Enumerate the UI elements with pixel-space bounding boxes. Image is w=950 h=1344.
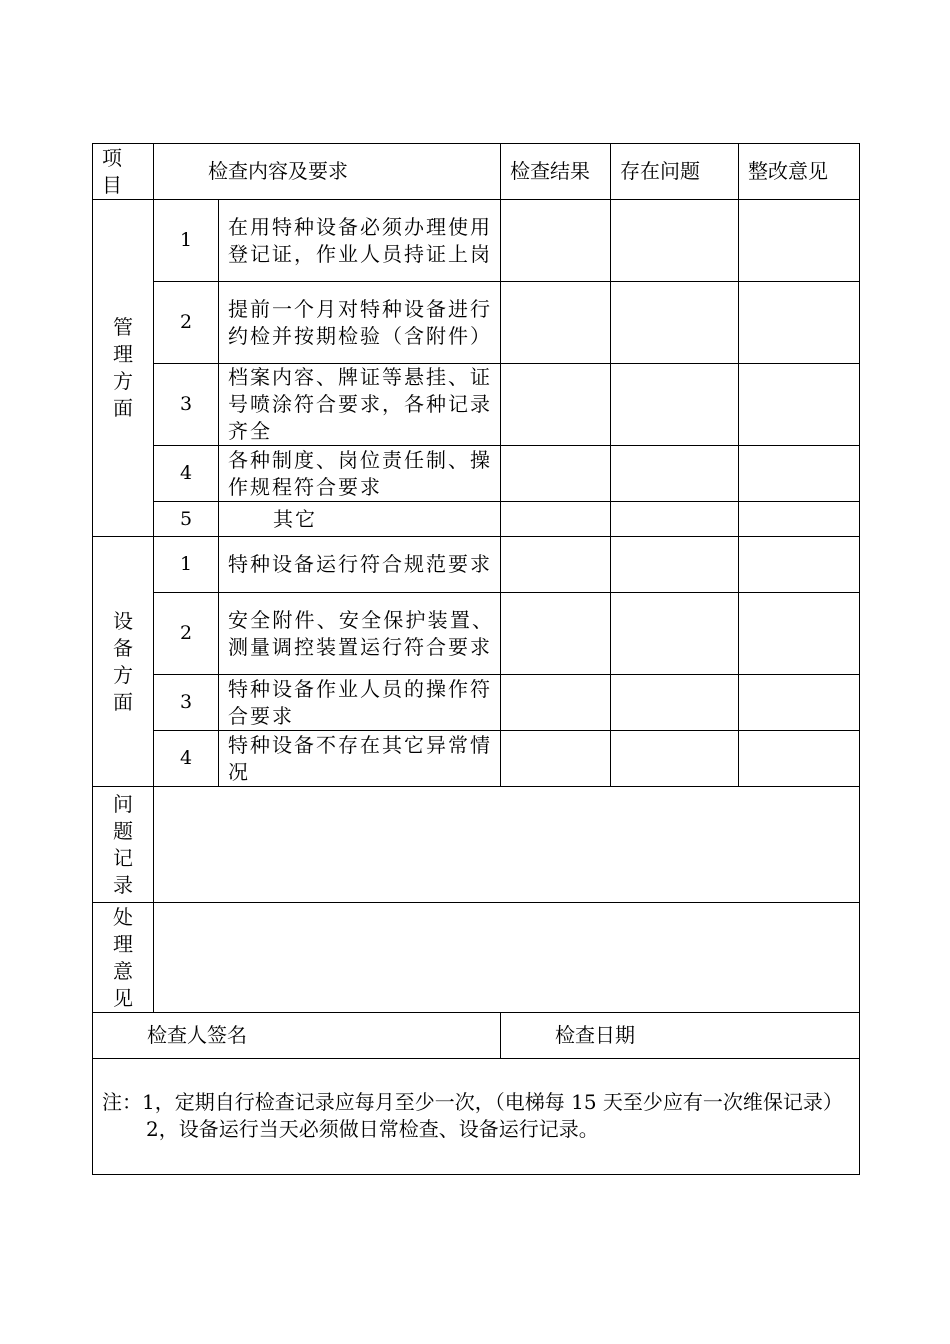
note-row — [93, 1059, 860, 1175]
row-content: 档案内容、牌证等悬挂、证号喷涂符合要求，各种记录齐全 — [219, 364, 501, 446]
row-content: 提前一个月对特种设备进行约检并按期检验（含附件） — [219, 282, 501, 364]
problem-cell[interactable] — [611, 200, 739, 282]
row-number: 5 — [154, 502, 219, 537]
result-cell[interactable] — [501, 675, 611, 731]
inspection-form — [92, 143, 859, 1175]
row-content: 特种设备不存在其它异常情况 — [219, 731, 501, 787]
problem-cell[interactable] — [611, 502, 739, 537]
inspection-table — [92, 143, 860, 1175]
header-content: 检查内容及要求 — [154, 144, 501, 200]
label-char: 题 — [113, 818, 133, 843]
label-char: 处 — [113, 904, 133, 929]
row-number: 2 — [154, 593, 219, 675]
note-text-part: ，设备运行当天必须做日常检查、设备运行记录。 — [158, 1116, 599, 1141]
header-item-line2: 目 — [102, 172, 122, 197]
note-text — [93, 1059, 860, 1175]
problem-cell[interactable] — [611, 731, 739, 787]
header-result: 检查结果 — [501, 144, 611, 200]
table-row — [93, 282, 860, 364]
problem-cell[interactable] — [611, 675, 739, 731]
header-row — [93, 144, 860, 200]
row-number: 1 — [154, 537, 219, 593]
note-number: 2 — [146, 1116, 159, 1141]
note-prefix: 注： — [102, 1089, 142, 1114]
advice-cell[interactable] — [739, 502, 860, 537]
section-label-management — [93, 200, 154, 537]
problem-cell[interactable] — [611, 282, 739, 364]
table-row — [93, 502, 860, 537]
label-char: 录 — [113, 872, 133, 897]
row-content: 各种制度、岗位责任制、操作规程符合要求 — [219, 446, 501, 502]
advice-cell[interactable] — [739, 675, 860, 731]
result-cell[interactable] — [501, 282, 611, 364]
label-char: 见 — [113, 985, 133, 1010]
inspection-date-label[interactable]: 检查日期 — [501, 1013, 860, 1059]
row-content: 特种设备运行符合规范要求 — [219, 537, 501, 593]
problem-cell[interactable] — [611, 364, 739, 446]
result-cell[interactable] — [501, 537, 611, 593]
row-number: 1 — [154, 200, 219, 282]
advice-cell[interactable] — [739, 364, 860, 446]
problem-record-field[interactable] — [154, 787, 860, 903]
row-number: 3 — [154, 675, 219, 731]
label-char: 记 — [113, 845, 133, 870]
label-char: 方 — [113, 662, 133, 687]
handling-opinion-field[interactable] — [154, 903, 860, 1013]
note-text-part: 天至少应有一次维保记录） — [596, 1089, 843, 1114]
problem-cell[interactable] — [611, 593, 739, 675]
section-label-equipment — [93, 537, 154, 787]
header-problem: 存在问题 — [611, 144, 739, 200]
result-cell[interactable] — [501, 364, 611, 446]
problem-record-label — [93, 787, 154, 903]
result-cell[interactable] — [501, 593, 611, 675]
label-char: 意 — [113, 958, 133, 983]
table-row — [93, 593, 860, 675]
row-number: 2 — [154, 282, 219, 364]
row-number: 4 — [154, 731, 219, 787]
table-row — [93, 675, 860, 731]
label-char: 理 — [113, 342, 133, 366]
label-char: 备 — [113, 635, 133, 660]
problem-cell[interactable] — [611, 537, 739, 593]
table-row — [93, 200, 860, 282]
result-cell[interactable] — [501, 200, 611, 282]
advice-cell[interactable] — [739, 282, 860, 364]
result-cell[interactable] — [501, 446, 611, 502]
problem-cell[interactable] — [611, 446, 739, 502]
row-content: 安全附件、安全保护装置、测量调控装置运行符合要求 — [219, 593, 501, 675]
label-char: 设 — [113, 608, 133, 633]
label-char: 管 — [113, 315, 133, 339]
advice-cell[interactable] — [739, 731, 860, 787]
label-char: 面 — [113, 689, 133, 714]
advice-cell[interactable] — [739, 537, 860, 593]
inspector-signature-label[interactable]: 检查人签名 — [93, 1013, 501, 1059]
header-item — [93, 144, 154, 200]
row-number: 4 — [154, 446, 219, 502]
header-advice: 整改意见 — [739, 144, 860, 200]
note-line-1 — [102, 1089, 850, 1116]
advice-cell[interactable] — [739, 200, 860, 282]
advice-cell[interactable] — [739, 446, 860, 502]
note-number: 1 — [142, 1089, 155, 1114]
result-cell[interactable] — [501, 502, 611, 537]
table-row — [93, 364, 860, 446]
row-number: 3 — [154, 364, 219, 446]
note-text-part: ，定期自行检查记录应每月至少一次，（电梯每 — [154, 1089, 572, 1114]
table-row — [93, 446, 860, 502]
header-item-line1: 项 — [102, 145, 122, 170]
label-char: 问 — [113, 791, 133, 816]
result-cell[interactable] — [501, 731, 611, 787]
label-char: 方 — [113, 369, 133, 393]
row-content: 其它 — [219, 502, 501, 537]
signature-row — [93, 1013, 860, 1059]
label-char: 面 — [113, 396, 133, 420]
handling-opinion-label — [93, 903, 154, 1013]
table-row — [93, 537, 860, 593]
problem-record-row — [93, 787, 860, 903]
row-content: 在用特种设备必须办理使用登记证，作业人员持证上岗 — [219, 200, 501, 282]
note-line-2 — [102, 1116, 850, 1143]
advice-cell[interactable] — [739, 593, 860, 675]
note-days: 15 — [571, 1089, 597, 1114]
label-char: 理 — [113, 931, 133, 956]
table-row — [93, 731, 860, 787]
handling-opinion-row — [93, 903, 860, 1013]
row-content: 特种设备作业人员的操作符合要求 — [219, 675, 501, 731]
